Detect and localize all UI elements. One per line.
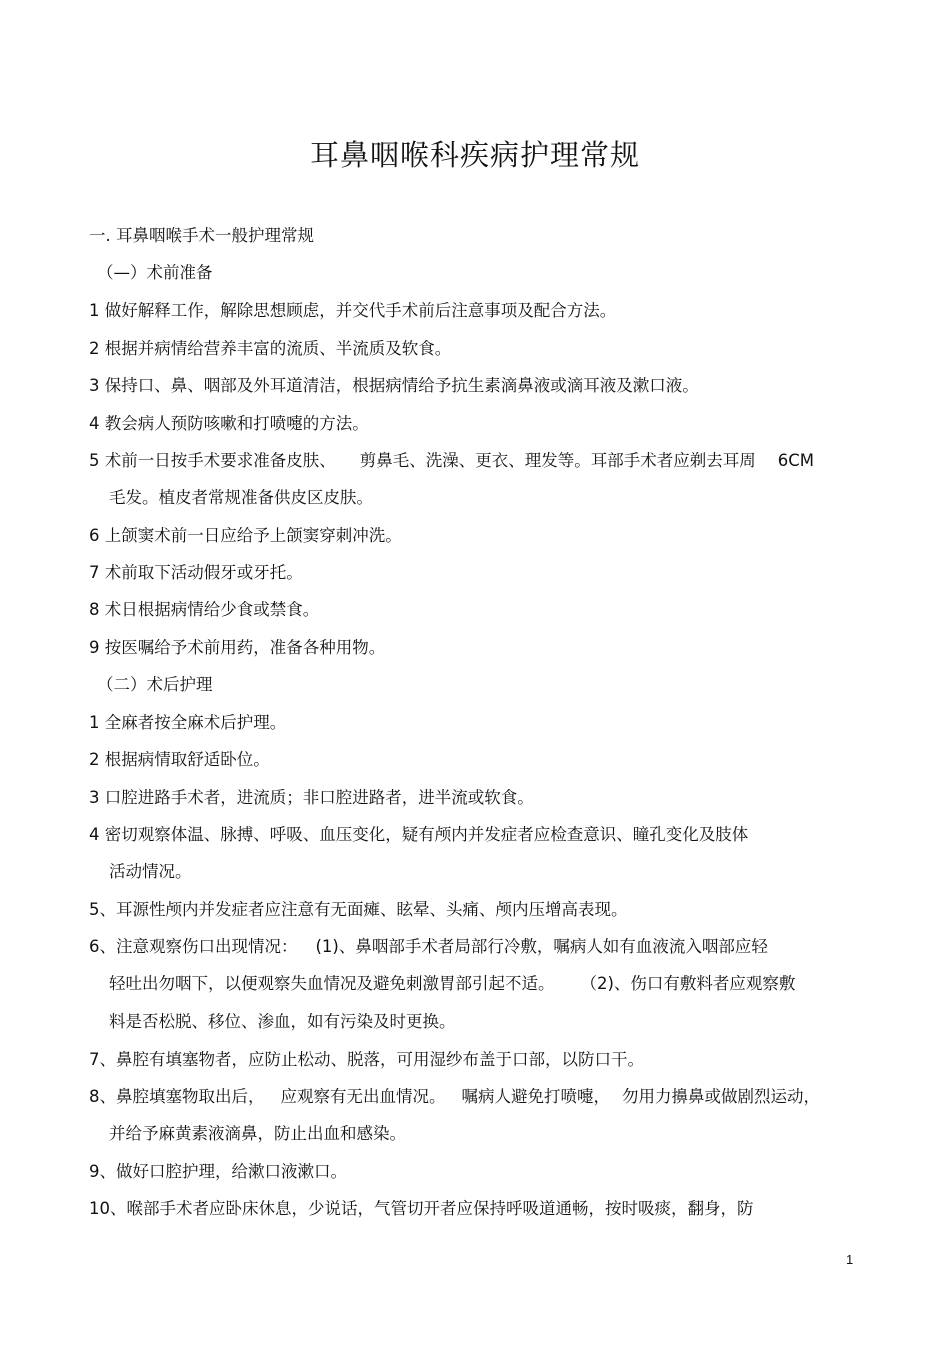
list-item-part: 6CM	[777, 451, 815, 470]
subsection-heading-pre-op: （—）术前准备	[97, 263, 213, 282]
page-title: 耳鼻咽喉科疾病护理常规	[309, 138, 640, 172]
list-item-part: 嘱病人避免打喷嚏，	[461, 1087, 610, 1106]
list-item: 8 术日根据病情给少食或禁食。	[89, 600, 320, 619]
list-item-continuation: 料是否松脱、移位、渗血，如有污染及时更换。	[109, 1012, 456, 1031]
list-item	[89, 449, 814, 473]
list-item-continuation: 毛发。植皮者常规准备供皮区皮肤。	[109, 488, 373, 507]
list-item: 4 教会病人预防咳嗽和打喷嚏的方法。	[89, 414, 369, 433]
list-item	[89, 1085, 820, 1109]
list-item: 2 根据并病情给营养丰富的流质、半流质及软食。	[89, 339, 452, 358]
list-item: 5、耳源性颅内并发症者应注意有无面瘫、眩晕、头痛、颅内压增高表现。	[89, 900, 628, 919]
list-item-part: 6、注意观察伤口出现情况：	[89, 937, 298, 956]
list-item: 6 上颌窦术前一日应给予上颌窦穿刺冲洗。	[89, 526, 402, 545]
list-item: 1 全麻者按全麻术后护理。	[89, 713, 287, 732]
list-item-part: 轻吐出勿咽下，以便观察失血情况及避免刺激胃部引起不适。	[109, 974, 555, 993]
list-item-part: （2)、伤口有敷料者应观察敷	[580, 974, 796, 993]
subsection-heading-post-op: （二）术后护理	[97, 675, 213, 694]
list-item: 3 口腔进路手术者，进流质；非口腔进路者，进半流或软食。	[89, 788, 534, 807]
list-item-part: 8、鼻腔填塞物取出后，	[89, 1087, 265, 1106]
list-item-part: (1)、鼻咽部手术者局部行冷敷，嘱病人如有血液流入咽部应轻	[315, 937, 768, 956]
list-item-part: 剪鼻毛、洗澡、更衣、理发等。耳部手术者应剃去耳周	[359, 451, 756, 470]
list-item-continuation: 活动情况。	[109, 862, 192, 881]
list-item	[89, 935, 768, 959]
list-item: 9、做好口腔护理，给漱口液漱口。	[89, 1162, 347, 1181]
list-item: 1 做好解释工作，解除思想顾虑，并交代手术前后注意事项及配合方法。	[89, 301, 617, 320]
list-item-continuation	[109, 972, 795, 996]
list-item: 10、喉部手术者应卧床休息，少说话，气管切开者应保持呼吸道通畅，按时吸痰，翻身，防	[89, 1199, 754, 1218]
list-item: 2 根据病情取舒适卧位。	[89, 750, 270, 769]
list-item: 9 按医嘱给予术前用药，准备各种用物。	[89, 638, 386, 657]
list-item-part: 5 术前一日按手术要求准备皮肤、	[89, 451, 336, 470]
list-item: 7、鼻腔有填塞物者，应防止松动、脱落，可用湿纱布盖于口部，以防口干。	[89, 1050, 644, 1069]
list-item: 4 密切观察体温、脉搏、呼吸、血压变化，疑有颅内并发症者应检查意识、瞳孔变化及肢体	[89, 825, 749, 844]
list-item: 3 保持口、鼻、咽部及外耳道清洁，根据病情给予抗生素滴鼻液或滴耳液及漱口液。	[89, 376, 699, 395]
list-item-part: 勿用力擤鼻或做剧烈运动，	[622, 1087, 820, 1106]
section-heading: 一. 耳鼻咽喉手术一般护理常规	[89, 226, 314, 245]
list-item-continuation: 并给予麻黄素液滴鼻，防止出血和感染。	[109, 1124, 406, 1143]
list-item-part: 应观察有无出血情况。	[280, 1087, 446, 1106]
page-number: 1	[846, 1252, 854, 1267]
list-item: 7 术前取下活动假牙或牙托。	[89, 563, 303, 582]
